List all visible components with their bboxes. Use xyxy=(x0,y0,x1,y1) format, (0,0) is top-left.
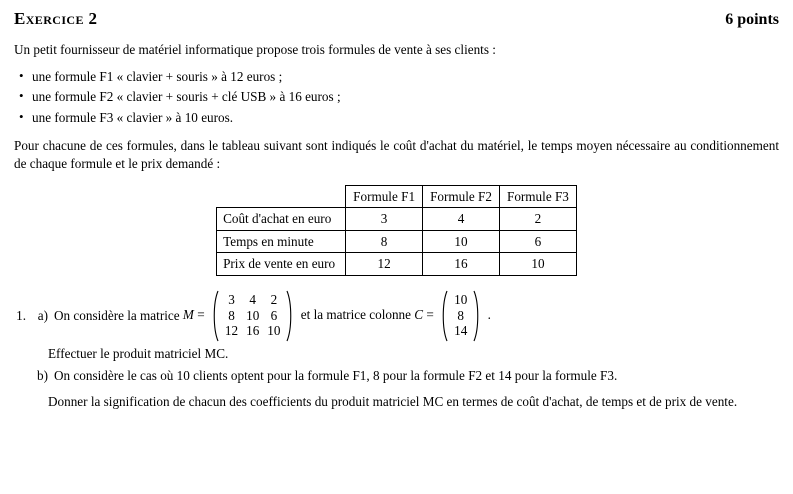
table-header-row xyxy=(217,185,577,207)
table-cell: 10 xyxy=(423,230,500,252)
matrix-cell: 10 xyxy=(267,323,281,339)
list-item: • une formule F1 « clavier + souris » à 12 euros ; xyxy=(32,68,779,85)
matrix-cell: 8 xyxy=(228,307,235,323)
matrix-cell: 16 xyxy=(246,323,260,339)
formula-list xyxy=(0,68,793,126)
question-1a-text-middle: et la matrice colonne xyxy=(300,306,411,322)
table-cell: 6 xyxy=(499,230,576,252)
column-header: Formule F1 xyxy=(346,185,423,207)
question-1b-body: On considère le cas où 10 clients optent pour la formule F1, 8 pour la formule F2 et 14 pour la formule F3. xyxy=(54,368,618,384)
matrix-cell: 8 xyxy=(457,307,465,323)
table-row xyxy=(217,208,577,230)
list-item: • une formule F2 « clavier + souris + clé USB » à 16 euros ; xyxy=(32,88,779,105)
exercise-header xyxy=(0,0,793,30)
table-corner-cell xyxy=(217,185,346,207)
question-label-b: b) xyxy=(37,368,48,384)
left-paren-icon xyxy=(210,290,219,342)
matrix-c xyxy=(439,290,482,342)
matrix-symbol-m: M xyxy=(182,306,194,322)
intro-paragraph: Un petit fournisseur de matériel informatique propose trois formules de vente à ses clients : xyxy=(14,42,496,58)
question-1b-followup: Donner la signification de chacun des coefficients du produit matriciel MC en termes de coût d'achat, de temps et de prix de vente. xyxy=(48,393,738,409)
matrix-cell: 10 xyxy=(454,292,468,308)
period: . xyxy=(487,306,491,322)
row-header: Temps en minute xyxy=(217,230,346,252)
equals-sign: = xyxy=(197,306,205,322)
right-paren-icon xyxy=(473,290,482,342)
matrix-symbol-c: C xyxy=(414,306,424,322)
table-cell: 8 xyxy=(346,230,423,252)
page-title: Exercice 2 xyxy=(14,9,98,28)
matrix-cell: 14 xyxy=(454,323,468,339)
column-header: Formule F3 xyxy=(499,185,576,207)
question-1b xyxy=(0,367,779,384)
question-1a-body xyxy=(54,290,779,342)
table-cell: 3 xyxy=(346,208,423,230)
data-table-wrapper xyxy=(0,185,793,276)
table-cell: 12 xyxy=(346,253,423,275)
question-number: 1. xyxy=(16,307,26,323)
matrix-m xyxy=(210,290,296,342)
points-label: 6 points xyxy=(725,11,779,28)
second-paragraph: Pour chacune de ces formules, dans le tableau suivant sont indiqués le coût d'achat du matériel, le temps moyen nécessaire au conditionnement de chaque formule et le prix demandé : xyxy=(14,138,779,171)
table-row xyxy=(217,230,577,252)
formulas-table xyxy=(216,185,577,276)
equals-sign-2: = xyxy=(426,306,434,322)
question-label-a: a) xyxy=(37,307,48,323)
question-1a-followup: Effectuer le produit matriciel MC. xyxy=(48,345,229,361)
matrix-cell: 10 xyxy=(246,307,260,323)
matrix-cell: 2 xyxy=(270,292,278,308)
table-row xyxy=(217,253,577,275)
question-1a xyxy=(0,290,779,342)
matrix-cell: 4 xyxy=(249,292,256,308)
matrix-cell: 3 xyxy=(228,292,235,308)
left-paren-icon xyxy=(439,290,448,342)
matrix-m-cells xyxy=(219,292,287,339)
table-cell: 4 xyxy=(423,208,500,230)
table-cell: 10 xyxy=(499,253,576,275)
question-1a-text-before: On considère la matrice xyxy=(54,307,180,323)
row-header: Prix de vente en euro xyxy=(217,253,346,275)
right-paren-icon xyxy=(286,290,295,342)
matrix-cell: 6 xyxy=(270,307,278,323)
matrix-c-cells xyxy=(448,292,473,339)
table-cell: 2 xyxy=(499,208,576,230)
questions-list xyxy=(0,290,793,410)
row-header: Coût d'achat en euro xyxy=(217,208,346,230)
matrix-cell: 12 xyxy=(224,323,239,339)
list-item: • une formule F3 « clavier » à 10 euros. xyxy=(32,109,779,126)
table-cell: 16 xyxy=(423,253,500,275)
column-header: Formule F2 xyxy=(423,185,500,207)
